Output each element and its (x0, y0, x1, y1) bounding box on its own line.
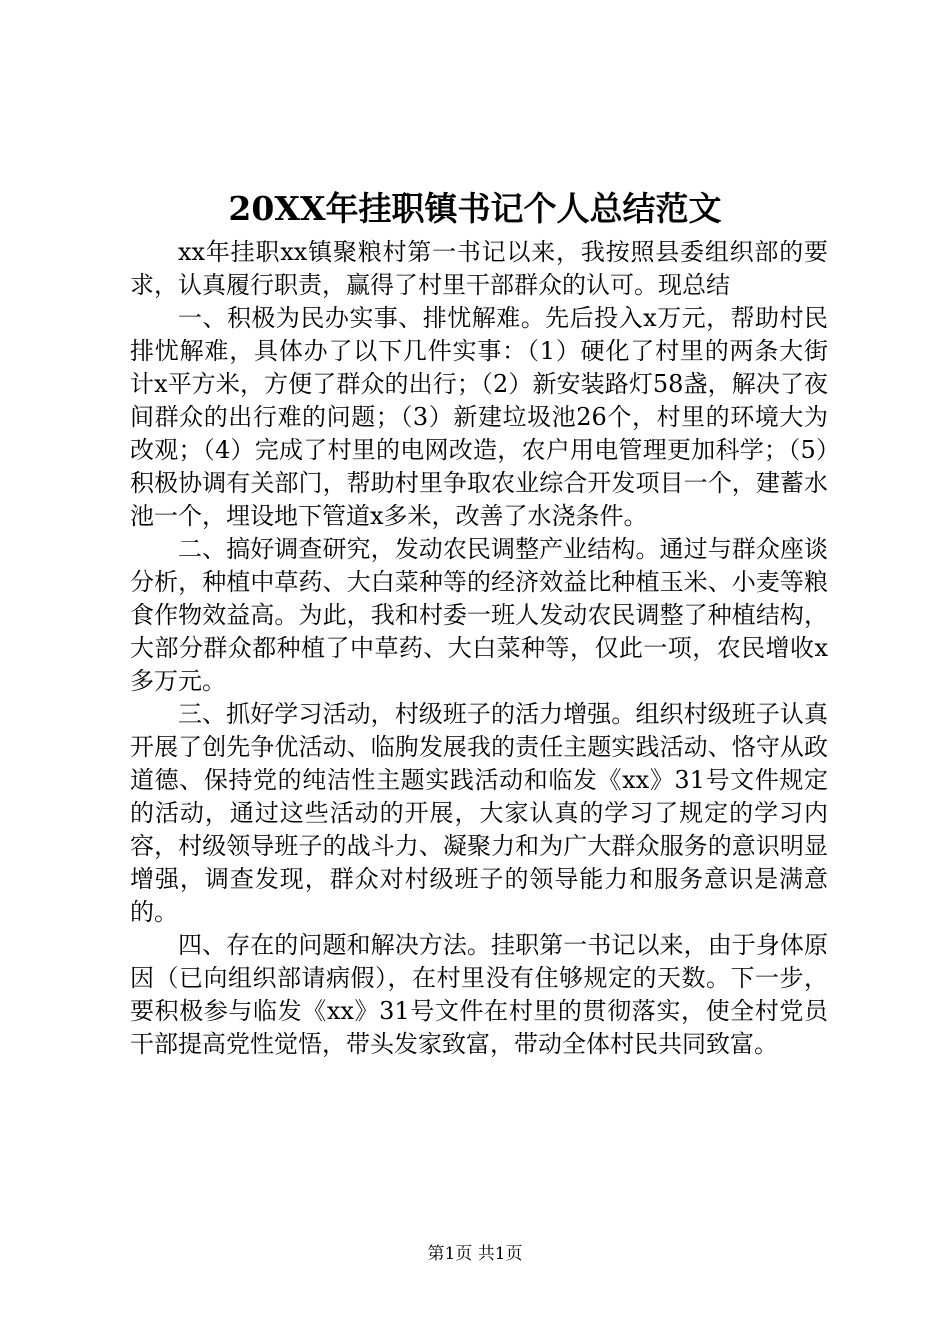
paragraph-section-2: 二、搞好调查研究，发动农民调整产业结构。通过与群众座谈分析，种植中草药、大白菜种等的经济效益比种植玉米、小麦等粮食作物效益高。为此，我和村委一班人发动农民调整了种植结构，大部分群众都种植了中草药、大白菜种等，仅此一项，农民增收x多万元。 (130, 535, 828, 695)
paragraph-intro: xx年挂职xx镇聚粮村第一书记以来，我按照县委组织部的要求，认真履行职责，赢得了村里干部群众的认可。现总结 (130, 238, 828, 299)
document-title: 20XX年挂职镇书记个人总结范文 (228, 189, 722, 228)
paragraph-section-1: 一、积极为民办实事、排忧解难。先后投入x万元，帮助村民排忧解难，具体办了以下几件实事：（1）硬化了村里的两条大街计x平方米，方便了群众的出行；（2）新安装路灯58盏，解决了夜间群众的出行难的问题；（3）新建垃圾池26个，村里的环境大为改观；（4）完成了村里的电网改造，农户用电管理更加科学；（5）积极协调有关部门，帮助村里争取农业综合开发项目一个，建蓄水池一个，埋设地下管道x多米，改善了水浇条件。 (130, 304, 828, 530)
paragraph-section-4: 四、存在的问题和解决方法。挂职第一书记以来，由于身体原因（已向组织部请病假），在村里没有住够规定的天数。下一步，要积极参与临发《xx》31号文件在村里的贯彻落实，使全村党员干部提高党性觉悟，带头发家致富，带动全体村民共同致富。 (130, 931, 828, 1058)
page-footer: 第1页 共1页 (427, 1244, 523, 1264)
document-body (130, 236, 828, 1061)
paragraph-section-3: 三、抓好学习活动，村级班子的活力增强。组织村级班子认真开展了创先争优活动、临朐发展我的责任主题实践活动、恪守从政道德、保持党的纯洁性主题实践活动和临发《xx》31号文件规定的活动，通过这些活动的开展，大家认真的学习了规定的学习内容，村级领导班子的战斗力、凝聚力和为广大群众服务的意识明显增强，调查发现，群众对村级班子的领导能力和服务意识是满意的。 (130, 700, 828, 926)
